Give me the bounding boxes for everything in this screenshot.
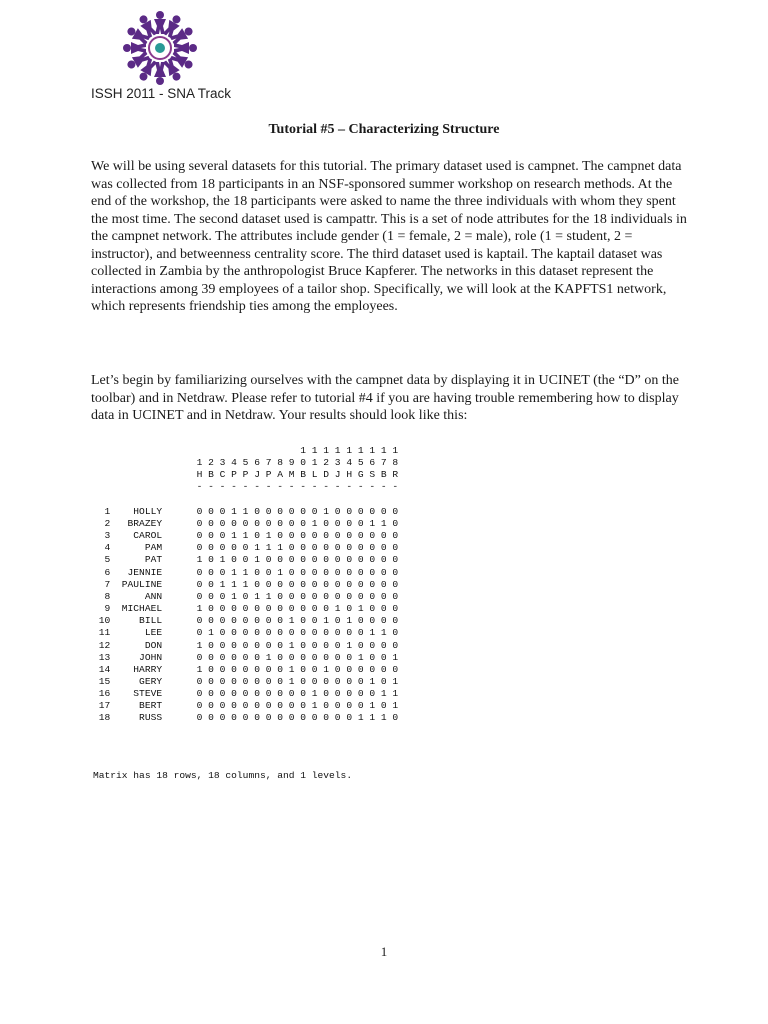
matrix-row: 16 STEVE 0 0 0 0 0 0 0 0 0 0 1 0 0 0 0 0 1 1 [98,688,399,700]
matrix-row: 9 MICHAEL 1 0 0 0 0 0 0 0 0 0 0 0 1 0 1 0 0 0 [104,603,399,615]
adjacency-matrix [93,445,398,725]
matrix-row: 8 ANN 0 0 0 1 0 1 1 0 0 0 0 0 0 0 0 0 0 0 [104,590,399,602]
track-label: ISSH 2011 - SNA Track [91,86,232,101]
logo-person-icon [154,11,166,34]
matrix-row: 3 CAROL 0 0 0 1 1 0 1 0 0 0 0 0 0 0 0 0 0 0 [104,530,399,542]
document-title: Tutorial #5 – Characterizing Structure [268,122,500,137]
matrix-row: 13 JOHN 0 0 0 0 0 0 1 0 0 0 0 0 0 0 1 0 0 1 [98,651,399,663]
logo-person-icon [154,62,166,85]
page-number: 1 [380,944,388,959]
matrix-summary: Matrix has 18 rows, 18 columns, and 1 levels. [93,770,353,781]
matrix-row: 12 DON 1 0 0 0 0 0 0 0 1 0 0 0 0 1 0 0 0 0 [98,639,399,651]
logo-person-icon [123,42,146,54]
matrix-header-tens: 1 1 1 1 1 1 1 1 1 [300,445,399,456]
matrix-row: 17 BERT 0 0 0 0 0 0 0 0 0 0 1 0 0 0 0 1 0 1 [98,700,399,712]
matrix-row: 1 HOLLY 0 0 0 1 1 0 0 0 0 0 0 1 0 0 0 0 0 0 [104,505,399,517]
matrix-row: 2 BRAZEY 0 0 0 0 0 0 0 0 0 0 1 0 0 0 0 1 1 0 [104,517,399,529]
matrix-row: 11 LEE 0 1 0 0 0 0 0 0 0 0 0 0 0 0 0 1 1 0 [98,627,399,639]
matrix-row: 6 JENNIE 0 0 0 1 1 0 0 1 0 0 0 0 0 0 0 0 0 0 [104,566,399,578]
matrix-row: 14 HARRY 1 0 0 0 0 0 0 0 1 0 0 1 0 0 0 0 0 0 [98,663,399,675]
matrix-row: 15 GERY 0 0 0 0 0 0 0 0 1 0 0 0 0 0 0 1 0 1 [98,675,399,687]
matrix-row: 4 PAM 0 0 0 0 0 1 1 1 0 0 0 0 0 0 0 0 0 0 [104,542,399,554]
matrix-row: 7 PAULINE 0 0 1 1 1 0 0 0 0 0 0 0 0 0 0 0 0 0 [104,578,399,590]
matrix-header-dashes: - - - - - - - - - - - - - - - - - - [196,481,399,493]
logo-person-icon [174,42,197,54]
instructions-paragraph: Let’s begin by familiarizing ourselves with the campnet data by displaying it in UCINET (the “D” on the toolbar) and in Netdraw. Please refer to tutorial #4 if you are having trouble remembering how to display data in UCINET and in Netdraw. Your results should look like this: [91,373,679,423]
conference-logo [120,8,200,88]
matrix-row: 18 RUSS 0 0 0 0 0 0 0 0 0 0 0 0 0 0 1 1 1 0 [98,712,399,724]
matrix-row: 10 BILL 0 0 0 0 0 0 0 0 1 0 0 1 0 1 0 0 0 0 [98,615,399,627]
matrix-header-letters: H B C P P J P A M B L D J H G S B R [196,469,399,481]
matrix-row: 5 PAT 1 0 1 0 0 1 0 0 0 0 0 0 0 0 0 0 0 0 [104,554,399,566]
matrix-header-ones: 1 2 3 4 5 6 7 8 9 0 1 2 3 4 5 6 7 8 [196,457,399,469]
intro-paragraph: We will be using several datasets for this tutorial. The primary dataset used is campnet. The campnet data was collected from 18 participants in an NSF-sponsored summer workshop on research methods. At the end of the workshop, the 18 participants were asked to name the three individuals with whom they spent the most time. The second dataset used is campattr. This is a set of node attributes for the 18 individuals in the campnet network. The attributes include gender (1 = female, 2 = male), role (1 = student, 2 = instructor), and betweenness centrality score. The third dataset used is kaptail. The kaptail dataset was collected in Zambia by the anthropologist Bruce Kapferer. The networks in this dataset represent the interactions among 39 employees of a tailor shop. Specifically, we will look at the KAPFTS1 network, which represents friendship ties among the employees. [91,159,687,314]
